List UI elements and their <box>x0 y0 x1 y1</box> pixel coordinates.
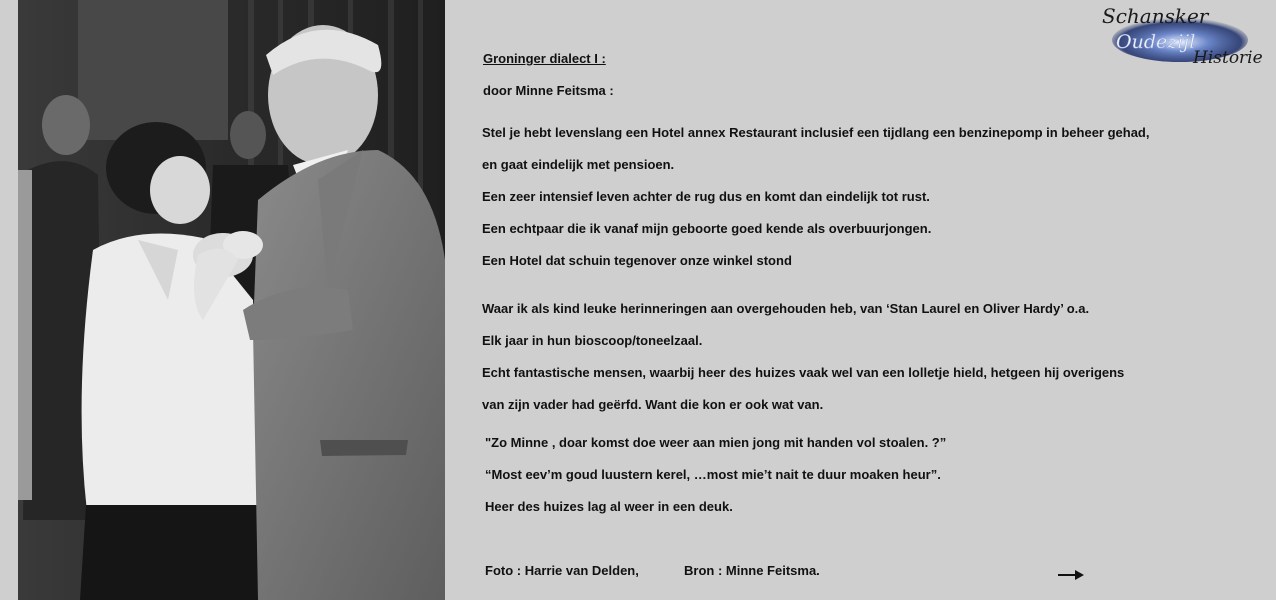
paragraph1-line: en gaat eindelijk met pensioen. <box>482 157 675 172</box>
article-author: door Minne Feitsma : <box>483 83 614 98</box>
photo-credit: Foto : Harrie van Delden, <box>485 563 639 578</box>
dialect-quote: "Zo Minne , doar komst doe weer aan mien jong mit handen vol stoalen. ?” <box>485 435 947 450</box>
article-heading: Groninger dialect I : <box>483 51 606 66</box>
paragraph2-line: Elk jaar in hun bioscoop/toneelzaal. <box>482 333 703 348</box>
dialect-quote: “Most eev’m goud luustern kerel, …most mie’t nait te duur moaken heur”. <box>485 467 941 482</box>
logo-line1: Schansker <box>1102 4 1209 28</box>
source-credit: Bron : Minne Feitsma. <box>684 563 820 578</box>
paragraph2-line: Waar ik als kind leuke herinneringen aan overgehouden heb, van ‘Stan Laurel en Oliver Hardy’ o.a. <box>482 301 1090 316</box>
paragraph2-line: Echt fantastische mensen, waarbij heer des huizes vaak wel van een lolletje hield, hetgeen hij overigens <box>482 365 1125 380</box>
paragraph1-line: Een zeer intensief leven achter de rug dus en komt dan eindelijk tot rust. <box>482 189 930 204</box>
paragraph1-line: Stel je hebt levenslang een Hotel annex Restaurant inclusief een tijdlang een benzinepomp in beheer gehad, <box>482 125 1150 140</box>
paragraph2-line: van zijn vader had geërfd. Want die kon er ook wat van. <box>482 397 824 412</box>
right-arrow-icon[interactable] <box>1057 567 1085 583</box>
schansker-oudezijl-historie-logo[interactable] <box>1098 2 1270 68</box>
logo-line2: Oudezijl <box>1116 31 1196 53</box>
paragraph1-line: Een echtpaar die ik vanaf mijn geboorte goed kende als overbuurjongen. <box>482 221 932 236</box>
paragraph1-line: Een Hotel dat schuin tegenover onze winkel stond <box>482 253 792 268</box>
closing-line: Heer des huizes lag al weer in een deuk. <box>485 499 733 514</box>
logo-line3: Historie <box>1193 48 1263 68</box>
dancing-couple-photo <box>18 0 445 600</box>
